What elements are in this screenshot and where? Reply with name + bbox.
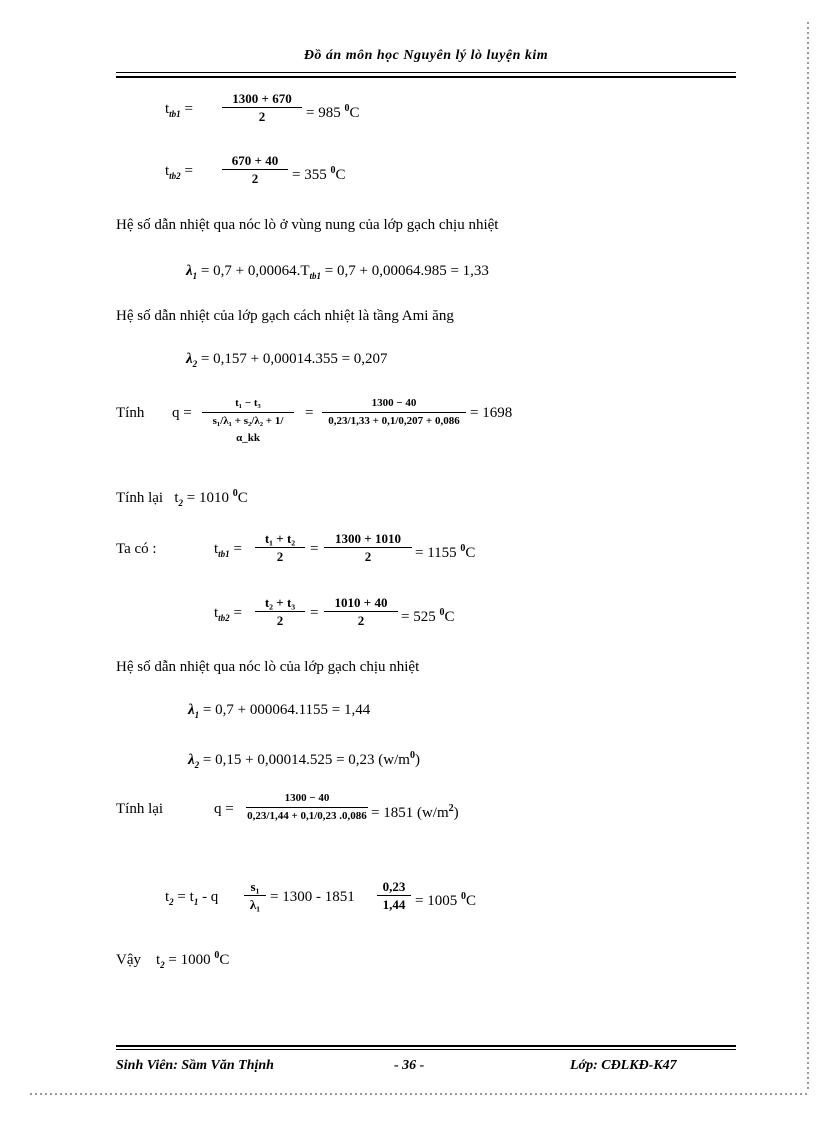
paragraph-2: Hệ số dẫn nhiệt của lớp gạch cách nhiệt là tầng Ami ăng (116, 308, 454, 324)
header-title: Đồ án môn học Nguyên lý lò luyện kim (303, 48, 549, 63)
eq-lambda2-b: $\lambda_2 = 0,15 + 0,00014.525 = 0,23$ $(w/m^0)$ (188, 750, 420, 770)
eq-lambda1-a: $\lambda_1 = 0,7 + 0,00064.T_{tb1} = 0,7 + 0,00064.985 = 1,33$ (186, 263, 489, 281)
page-shadow-right (807, 22, 809, 1092)
header-rule (116, 72, 736, 73)
eq-t2-recalc: Tính lại $t_2 = 1010$ $^0$C (116, 488, 248, 508)
page-shadow-bottom (30, 1093, 809, 1095)
footer-page-number: - 36 - (394, 1058, 425, 1073)
eq-lambda1-b: $\lambda_1 = 0,7 + 000064.1155 = 1,44$ (188, 702, 371, 720)
eq-lambda2-a: $\lambda_2 = 0,157 + 0,00014.355 = 0,207$ (186, 351, 388, 369)
paragraph-3: Hệ số dẫn nhiệt qua nóc lò của lớp gạch chịu nhiệt (116, 659, 420, 675)
footer-student: Sinh Viên: Sầm Văn Thịnh (116, 1058, 274, 1073)
eq-conclusion: Vậy $t_2 = 1000$ $^0$C (116, 950, 230, 970)
footer-rule-thick (116, 1045, 736, 1047)
paragraph-1: Hệ số dẫn nhiệt qua nóc lò ở vùng nung của lớp gạch chịu nhiệt (116, 217, 499, 233)
footer-rule (116, 1049, 736, 1050)
footer-class: Lớp: CĐLKĐ-K47 (570, 1058, 677, 1073)
page: Đồ án môn học Nguyên lý lò luyện kim $t_{tb1}$ = $\frac{1300 + 670}{2}$ = 985 $^0$C $t_{tb2}$ = $\frac{670 + 40}{2}$ = 355 $^0$C Hệ số dẫn nhiệt qua nóc lò ở vùng nung của lớp gạch chịu nhiệt $\lambda_1 = 0,7 + 0,00064.T_{tb1} = 0,7 + 0,00064.985 = 1,33$ Hệ số dẫn nhiệt của lớp gạch cách nhiệt là tầng Ami ăng $\lambda_2 = 0,157 + 0,00014.355 = 0,207$ Tính q = $\frac{\text{t₁ − t₃}}{\text{s₁/λ₁ + s₂/λ₂ + 1/α\_kk}}$ = $\frac{1300 - 40}{0,23/1,33 + 0,1/0,207 + 0,086}$ = 1698 Tính lại $t_2 = 1010$ $^0$C Ta có : $t_{tb1}$ = $\frac{\text{t₁ + t₂}}{2}$ = $\frac{1300 + 1010}{2}$ = 1155 $^0$C $t_{tb2}$ = $\frac{\text{t₂ + t₃}}{2}$ = $\frac{1010 + 40}{2}$ = 525 $^0$C Hệ số dẫn nhiệt qua nóc lò của lớp gạch chịu nhiệt $\lambda_1 = 0,7 + 000064.1155 = 1,44$ $\lambda_2 = 0,15 + 0,00014.525 = 0,23$ $(w/m^0)$ Tính lại q = $\frac{1300 - 40}{0,23/1,44 + 0,1/0,23 .0,086}$ = 1851 $(w/m^2)$ $t_2 = t_1 - q$ $\frac{\text{s₁}}{\text{λ₁}}$ = 1300 - 1851 $\frac{0,23}{1,44}$ = 1005 $^0$C Vậy $t_2 = 1000$ $^0$C Sinh Viên: Sầm Văn Thịnh - 36 - Lớp: CĐLKĐ-K47 (0, 0, 816, 1123)
header-rule-thick (116, 76, 736, 78)
